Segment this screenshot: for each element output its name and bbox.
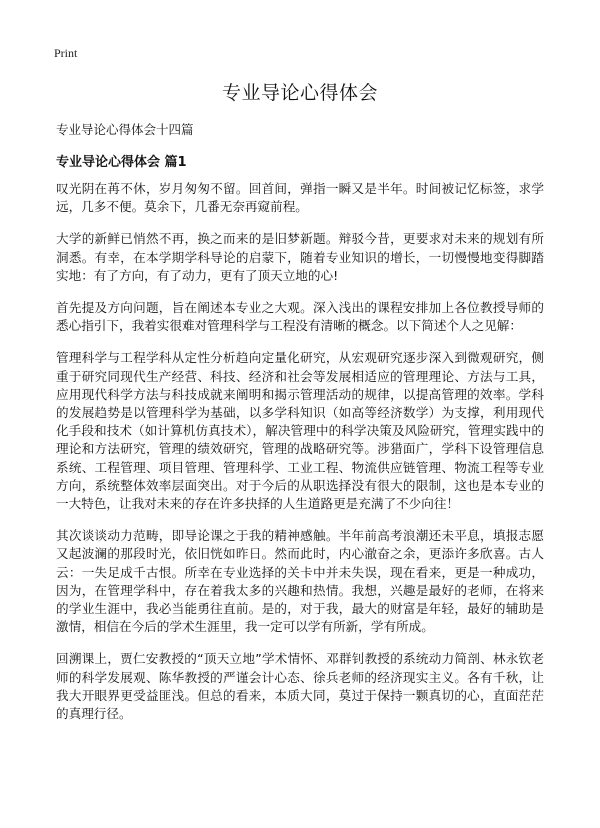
paragraph-1: 叹光阴在苒不休，岁月匆匆不留。回首间，弹指一瞬又是半年。时间被记忆标签，求学远，几多不便。莫余下，几番无奈再窥前程。 xyxy=(56,181,544,215)
section-heading: 专业导论心得体会 篇1 xyxy=(56,155,187,170)
paragraph-3: 首先提及方向问题，旨在阐述本专业之大观。深入浅出的课程安排加上各位教授导师的悉心指引下，我着实很难对管理科学与工程没有清晰的概念。以下简述个人之见解： xyxy=(56,300,544,334)
document-subtitle: 专业导论心得体会十四篇 xyxy=(56,122,194,137)
article-body xyxy=(56,180,544,737)
print-link[interactable]: Print xyxy=(54,46,78,60)
paragraph-6: 回溯课上，贾仁安教授的“顶天立地”学术情怀、邓群钊教授的系统动力简剖、林永钦老师的科学发展观、陈华教授的严谨会计心态、徐兵老师的经济现实主义。各有千秋，让我大开眼界更受益匪浅。但总的看来，本质大同，莫过于保持一颗真切的心，直面茫茫的真理行径。 xyxy=(56,651,544,722)
paragraph-4: 管理科学与工程学科从定性分析趋向定量化研究，从宏观研究逐步深入到微观研究，侧重于研究同现代生产经营、科技、经济和社会等发展相适应的管理理论、方法与工具，应用现代科学方法与科技成就来阐明和揭示管理活动的规律，以提高管理的效率。学科的发展趋势是以管理科学为基础，以多学科知识（如高等经济数学）为支撑，利用现代化手段和技术（如计算机仿真技术），解决管理中的科学决策及风险研究，管理实践中的理论和方法研究，管理的绩效研究，管理的战略研究等。涉猎面广，学科下设管理信息系统、工程管理、项目管理、管理科学、工业工程、物流供应链管理、物流工程等专业方向，系统整体效率层面突出。对于今后的从职选择没有很大的限制，这也是本专业的一大特色，让我对未来的存在许多抉择的人生道路更是充满了不少向往！ xyxy=(56,350,544,512)
paragraph-2: 大学的新鲜已悄然不再，换之而来的是旧梦新题。辩驳今昔，更要求对未来的规划有所洞悉。有幸，在本学期学科导论的启蒙下，随着专业知识的增长，一切慢慢地变得脚踏实地：有了方向，有了动力，更有了顶天立地的心! xyxy=(56,231,544,283)
page-title: 专业导论心得体会 xyxy=(221,82,378,104)
paragraph-5: 其次谈谈动力范畴，即导论课之于我的精神感触。半年前高考浪潮还未平息，填报志愿又起波澜的那段时光，依旧恍如昨日。然而此时，内心澈奋之余，更添许多欣喜。古人云：一失足成千古恨。所幸在专业选择的关卡中并未失误，现在看来，更是一种成功，因为，在管理学科中，存在着我太多的兴趣和热情。我想，兴趣是最好的老师，在将来的学业生涯中，我必当能勇往直前。是的，对于我，最大的财富是年轻，最好的辅助是激情，相信在今后的学术生涯里，我一定可以学有所新，学有所成。 xyxy=(56,528,544,635)
